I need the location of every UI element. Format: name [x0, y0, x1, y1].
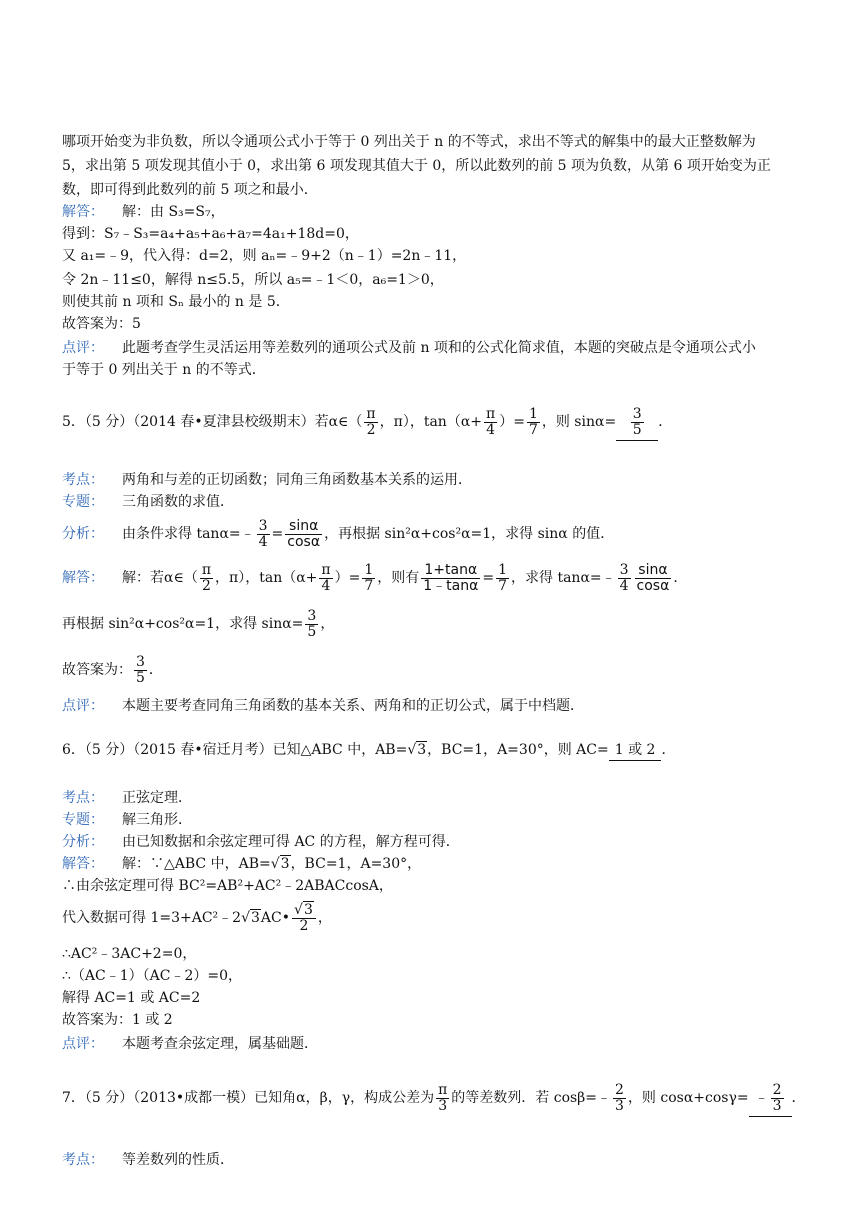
jieda-label: 解答： — [62, 570, 104, 586]
answer-blank: ﹣ $\frac{2}{3}$ — [749, 1080, 792, 1117]
comment-line-1: 点评： 此题考查学生灵活运用等差数列的通项公式及前 n 项和的公式化简求值，本题的突破点是令通项公式小 — [62, 340, 756, 356]
kaodian-6: 考点： 正弦定理． — [62, 790, 192, 806]
fraction: $\frac{1}{7}$ — [528, 405, 538, 438]
zhuanti-5: 专题： 三角函数的求值． — [62, 494, 234, 510]
jieda-6-line-4: ∴AC²﹣3AC+2=0， — [62, 946, 197, 962]
jieda-6-line-1: 解答： 解：∵△ABC 中，AB=√3，BC=1，A=30°， — [62, 856, 422, 872]
answer-blank: 1 或 2 — [609, 740, 662, 761]
jieda-6-line-3: 代入数据可得 1=3+AC²﹣2√3AC• $\frac{√3}{2}$ ， — [62, 901, 332, 934]
jieda-5-line-1: 解答： 解：若α∈（ $\frac{\pi}{2}$ ，π），tan（α+ $\frac{\pi}{4}$ ）= $\frac{1}{7}$ ，则有 $\frac{1+\tan\alpha}{1﹣\tan\alpha}$ = $\frac{1}{7}$ ，求得 tanα=﹣ $\frac{3}{4}$ $\frac{\sin\alpha}{\cos\alpha}$ ． — [62, 560, 687, 596]
fenxi-5: 分析： 由条件求得 tanα=﹣ $\frac{3}{4}$ = $\frac{\sin\alpha}{\cos\alpha}$ ，再根据 sin²α+cos²α=1，求得 sinα 的值． — [62, 516, 614, 552]
jieda-6-line-5: ∴（AC﹣1）（AC﹣2）=0， — [62, 968, 243, 984]
dianping-5: 点评： 本题主要考查同角三角函数的基本关系、两角和的正切公式，属于中档题． — [62, 698, 584, 714]
question-6: 6．（5 分）（2015 春•宿迁月考）已知△ABC 中，AB=√3，BC=1，A=30°，则 AC= 1 或 2 ． — [62, 740, 675, 761]
jieda-6-line-7: 故答案为：1 或 2 — [62, 1012, 173, 1028]
answer-line-5: 则使其前 n 项和 Sₙ 最小的 n 是 5． — [62, 294, 290, 310]
comment-line-2: 于等于 0 列出关于 n 的不等式． — [62, 362, 266, 378]
zhuanti-label: 专题： — [62, 494, 104, 510]
analysis-line-1: 哪项开始变为非负数，所以令通项公式小于等于 0 列出关于 n 的不等式，求出不等式的解集中的最大正整数解为 — [62, 134, 756, 150]
jieda-5-answer: 故答案为： $\frac{3}{5}$ ． — [62, 653, 163, 686]
kaodian-label: 考点： — [62, 472, 104, 488]
zhuanti-6: 专题： 解三角形． — [62, 812, 192, 828]
fraction: $\frac{\pi}{4}$ — [486, 405, 496, 438]
jieda-5-line-2: 再根据 sin²α+cos²α=1，求得 sinα= $\frac{3}{5}$ ， — [62, 607, 335, 640]
jieda-6-line-6: 解得 AC=1 或 AC=2 — [62, 990, 201, 1006]
dianping-label: 点评： — [62, 698, 104, 714]
analysis-line-3: 数，即可得到此数列的前 5 项之和最小． — [62, 182, 318, 198]
fenxi-6: 分析： 由已知数据和余弦定理可得 AC 的方程，解方程可得． — [62, 834, 460, 850]
question-5: 5．（5 分）（2014 春•夏津县校级期末）若α∈（ $\frac{\pi}{2}$ ，π），tan（α+ $\frac{\pi}{4}$ ）= $\frac{1}{7}$ ，则 sinα= $\frac{3}{5}$ ． — [62, 404, 672, 441]
answer-line-2: 得到：S₇﹣S₃=a₄+a₅+a₆+a₇=4a₁+18d=0， — [62, 226, 359, 242]
answer-line-6: 故答案为：5 — [62, 316, 141, 332]
fraction: $\frac{\pi}{2}$ — [366, 405, 376, 438]
jieda-6-line-2: ∴由余弦定理可得 BC²=AB²+AC²﹣2ABACcosA， — [62, 878, 393, 894]
answer-line-1: 解答： 解：由 S₃=S₇， — [62, 204, 225, 220]
fenxi-label: 分析： — [62, 526, 104, 542]
answer-line-4: 令 2n﹣11≤0，解得 n≤5.5，所以 a₅=﹣1＜0，a₆=1＞0， — [62, 272, 444, 288]
kaodian-7: 考点： 等差数列的性质． — [62, 1152, 234, 1168]
answer-label: 解答： — [62, 204, 104, 220]
answer-blank: $\frac{3}{5}$ — [616, 404, 658, 441]
kaodian-5: 考点： 两角和与差的正切函数；同角三角函数基本关系的运用． — [62, 472, 472, 488]
analysis-line-2: 5，求出第 5 项发现其值小于 0，求出第 6 项发现其值大于 0，所以此数列的前 5 项为负数，从第 6 项开始变为正 — [62, 158, 771, 174]
sqrt: √3 — [407, 742, 427, 758]
comment-label: 点评： — [62, 340, 104, 356]
dianping-6: 点评： 本题考查余弦定理，属基础题． — [62, 1036, 318, 1052]
question-7: 7．（5 分）（2013•成都一模）已知角α，β，γ，构成公差为 $\frac{\pi}{3}$ 的等差数列．若 cosβ=﹣ $\frac{2}{3}$ ，则 cosα+cosγ= ﹣ $\frac{2}{3}$ ． — [62, 1080, 806, 1117]
answer-line-3: 又 a₁=﹣9，代入得：d=2，则 aₙ=﹣9+2（n﹣1）=2n﹣11， — [62, 248, 467, 264]
